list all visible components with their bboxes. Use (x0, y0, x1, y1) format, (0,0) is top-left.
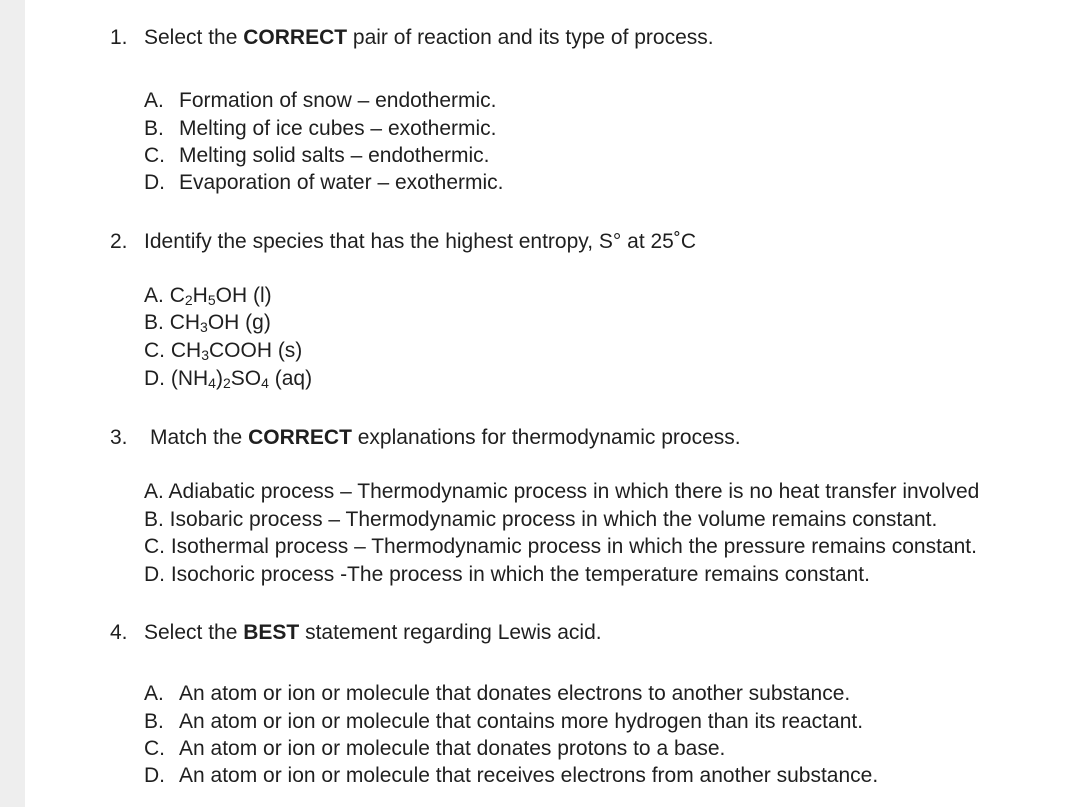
question-1-prompt-emphasis: CORRECT (243, 26, 348, 49)
question-1-prompt-text-start: Select the (144, 26, 244, 49)
question-2-option-c (144, 338, 302, 368)
question-1-option-d-letter: D. (144, 171, 165, 194)
formula-subscript: 4 (261, 375, 269, 391)
formula-part: C (169, 284, 185, 307)
left-margin-strip (0, 0, 25, 807)
question-3-option-a: A. Adiabatic process – Thermodynamic process in which there is no heat transfer involved (144, 480, 980, 503)
formula-subscript: 3 (200, 319, 208, 335)
formula-subscript: 5 (207, 292, 216, 308)
question-2-number: 2. (110, 230, 128, 253)
question-1-number: 1. (110, 26, 128, 49)
question-4-option-c-text: An atom or ion or molecule that donates protons to a base. (179, 737, 726, 760)
question-4-prompt-emphasis: BEST (243, 621, 300, 644)
question-1-prompt (144, 25, 714, 51)
formula-part: (aq) (268, 367, 313, 390)
question-4-option-d-letter: D. (144, 764, 165, 787)
question-4-prompt (144, 620, 602, 646)
question-4-option-d-text: An atom or ion or molecule that receives electrons from another substance. (179, 764, 879, 787)
question-3-prompt (150, 425, 741, 451)
formula-part: CH (169, 311, 201, 334)
question-3-option-b: B. Isobaric process – Thermodynamic process in which the volume remains constant. (144, 508, 938, 531)
formula-part: ) (215, 367, 223, 390)
question-1-option-b-text: Melting of ice cubes – exothermic. (179, 117, 497, 140)
question-4-option-b-letter: B. (144, 710, 164, 733)
question-1-option-c-text: Melting solid salts – endothermic. (179, 144, 490, 167)
formula-part: OH (g) (207, 311, 271, 334)
formula-part: (NH (170, 367, 209, 390)
formula-subscript: 4 (208, 375, 216, 391)
question-3-option-d: D. Isochoric process -The process in which the temperature remains constant. (144, 563, 870, 586)
question-1-option-d-text: Evaporation of water – exothermic. (179, 171, 504, 194)
question-2-option-b (144, 310, 271, 340)
question-3-prompt-text-end: explanations for thermodynamic process. (351, 426, 741, 449)
formula-part: CH (170, 339, 202, 362)
question-2-option-a (144, 283, 272, 313)
formula-part: OH (l) (215, 284, 272, 307)
question-2-option-d (144, 366, 312, 396)
formula-subscript: 2 (184, 292, 193, 308)
question-4-prompt-text-end: statement regarding Lewis acid. (299, 621, 602, 644)
question-4-number: 4. (110, 621, 128, 644)
question-1-option-c-letter: C. (144, 144, 165, 167)
question-2-option-b-letter: B. (144, 311, 164, 334)
question-2-option-a-letter: A. (144, 284, 164, 307)
formula-subscript: 2 (222, 375, 231, 391)
question-1-option-a-text: Formation of snow – endothermic. (179, 89, 497, 112)
question-4-option-c-letter: C. (144, 737, 165, 760)
question-2-option-c-letter: C. (144, 339, 165, 362)
question-3-prompt-emphasis: CORRECT (248, 426, 352, 449)
question-4-option-a-letter: A. (144, 682, 164, 705)
question-3-option-c: C. Isothermal process – Thermodynamic process in which the pressure remains constant. (144, 535, 977, 558)
question-1-option-a-letter: A. (144, 89, 164, 112)
question-2-prompt: Identify the species that has the highest entropy, S° at 25˚C (144, 230, 696, 253)
question-2-option-d-letter: D. (144, 367, 165, 390)
formula-part: COOH (s) (208, 339, 303, 362)
formula-part: H (192, 284, 208, 307)
question-4-option-b-text: An atom or ion or molecule that contains more hydrogen than its reactant. (179, 710, 864, 733)
formula-subscript: 3 (201, 347, 209, 363)
question-1-prompt-text-end: pair of reaction and its type of process. (347, 26, 714, 49)
question-3-prompt-text-start: Match the (150, 426, 249, 449)
question-1-option-b-letter: B. (144, 117, 164, 140)
question-4-option-a-text: An atom or ion or molecule that donates electrons to another substance. (179, 682, 851, 705)
formula-part: SO (230, 367, 262, 390)
question-4-prompt-text-start: Select the (144, 621, 244, 644)
question-3-number: 3. (110, 426, 128, 449)
document-page (25, 0, 1082, 807)
